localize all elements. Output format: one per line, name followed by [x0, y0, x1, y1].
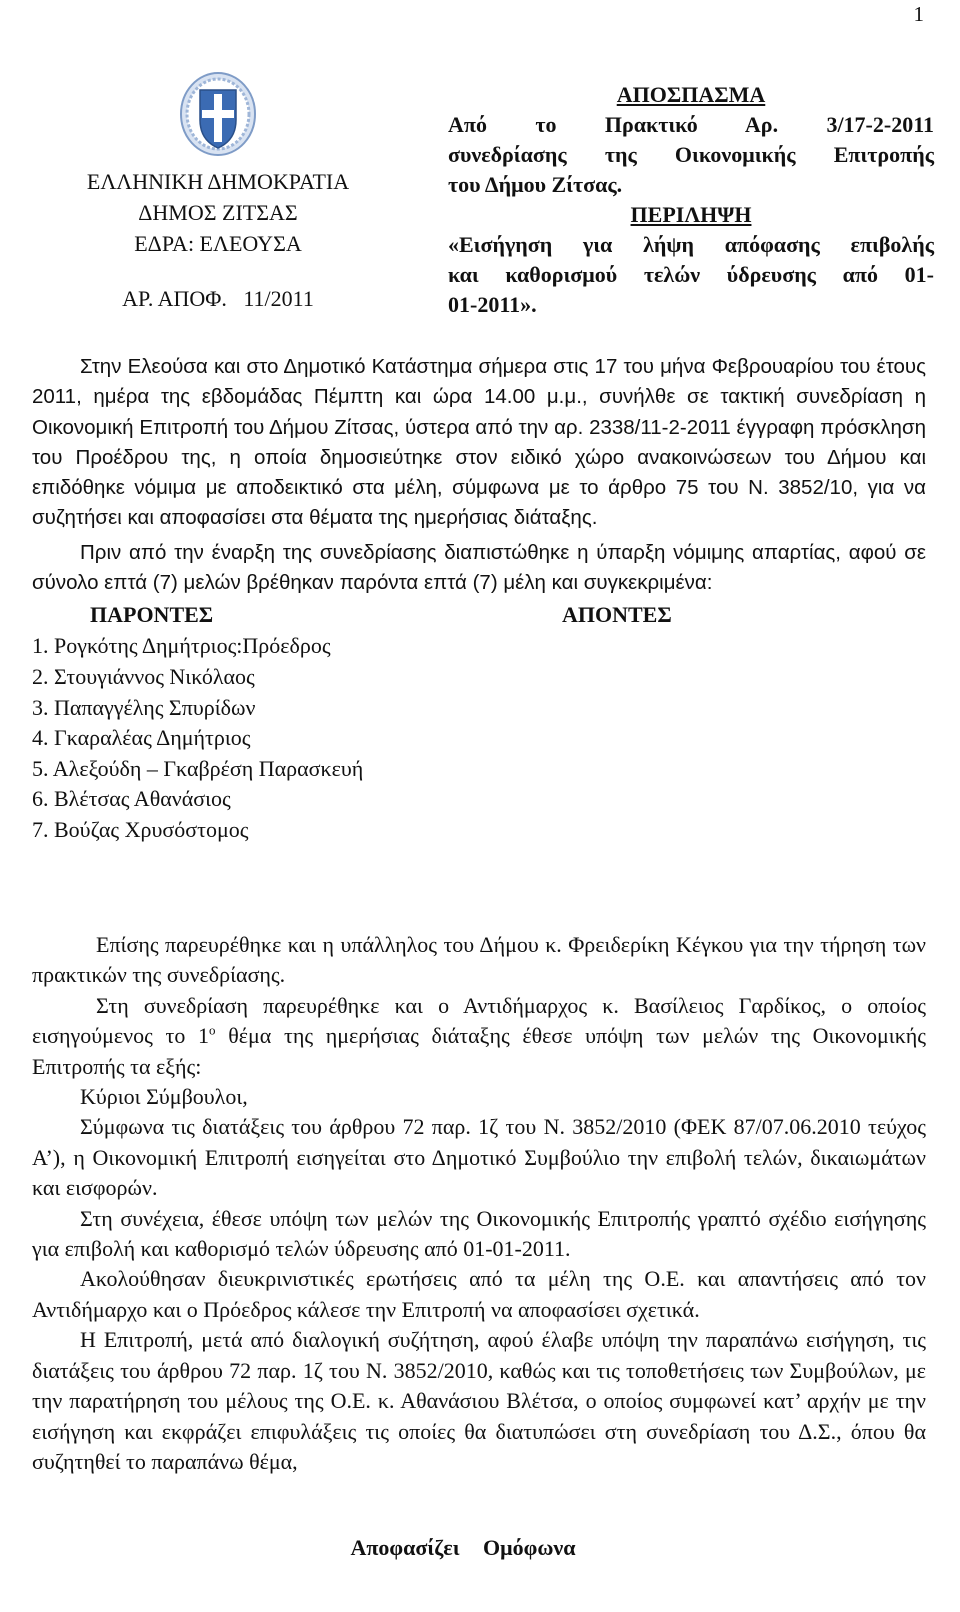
member-item: 1. Ρογκότης Δημήτριος:Πρόεδρος	[32, 633, 331, 659]
summary-line-2: και καθορισμού τελών ύδρευσης από 01-	[448, 262, 934, 287]
salutation: Κύριοι Σύμβουλοι,	[80, 1084, 248, 1110]
decision-number: ΑΡ. ΑΠΟΦ. 11/2011	[122, 286, 314, 311]
page-number: 1	[913, 2, 924, 26]
attendance-header	[32, 600, 926, 631]
seat-name: ΕΔΡΑ: ΕΛΕΟΥΣΑ	[134, 231, 302, 256]
members-list	[32, 631, 926, 845]
issuer-block	[0, 70, 436, 314]
ordinal-superscript: ο	[209, 1022, 216, 1038]
decision-heading: Αποφασίζει Ομόφωνα	[350, 1535, 576, 1560]
member-item: 6. Βλέτσας Αθανάσιος	[32, 786, 231, 812]
body-paragraph-4: Στη συνέχεια, έθεσε υπόψη των μελών της Οικονομικής Επιτροπής γραπτό σχέδιο εισήγησης για επιβολή και καθορισμό τελών ύδρευσης από 01-01-2011.	[32, 1205, 926, 1262]
intro-paragraph-1: Στην Ελεούσα και στο Δημοτικό Κατάστημα σήμερα στις 17 του μήνα Φεβρουαρίου του έτους 2011, ημέρα της εβδομάδας Πέμπτη και ώρα 14.00 μ.μ., συνήλθε σε τακτική συνεδρίαση η Οικονομική Επιτροπή του Δήμου Ζίτσας, ύστερα από την αρ. 2338/11-2-2011 έγγραφη πρόσκληση του Προέδρου της, η οποία δημοσιεύτηκε στον ειδικό χώρο ανακοινώσεων του Δήμου και επιδόθηκε νόμιμα με αποδεικτικό στα μέλη, σύμφωνα με το άρθρο 75 του Ν. 3852/10, για να συζητήσει και αποφασίσει στα θέματα της ημερήσιας διάταξης.	[32, 355, 926, 530]
summary-title: ΠΕΡΙΛΗΨΗ	[630, 202, 752, 227]
summary-line-3: 01-2011».	[448, 292, 537, 317]
document-title: ΑΠΟΣΠΑΣΜΑ	[616, 82, 766, 107]
minutes-body	[32, 930, 926, 1477]
minutes-reference-line-2: συνεδρίασης της Οικονομικής Επιτροπής	[448, 142, 934, 167]
minutes-reference-line-3: του Δήμου Ζίτσας.	[448, 172, 623, 197]
member-item: 3. Παπαγγέλης Σπυρίδων	[32, 694, 256, 720]
body-paragraph-2	[32, 991, 926, 1082]
member-item: 2. Στουγιάννος Νικόλαος	[32, 663, 255, 689]
intro-section	[32, 352, 926, 846]
body-paragraph-2-end: θέμα της ημερήσιας διάταξης έθεσε υπόψη των μελών της Οικονομικής Επιτροπής τα εξής:	[32, 1023, 926, 1079]
summary-line-1: «Εισήγηση για λήψη απόφασης επιβολής	[448, 232, 934, 257]
member-item: 4. Γκαραλέας Δημήτριος	[32, 725, 251, 751]
greek-coat-of-arms-icon	[178, 70, 258, 156]
body-paragraph-3: Σύμφωνα τις διατάξεις του άρθρου 72 παρ. 1ζ του Ν. 3852/2010 (ΦΕΚ 87/07.06.2010 τεύχος Α’), η Οικονομική Επιτροπή εισηγείται στο Δημοτικό Συμβούλιο την επιβολή τελών, δικαιωμάτων και εισφορών.	[32, 1114, 926, 1201]
member-item: 7. Βούζας Χρυσόστομος	[32, 816, 249, 842]
minutes-reference-line-1: Από το Πρακτικό Αρ. 3/17-2-2011	[448, 112, 934, 137]
present-label: ΠΑΡΟΝΤΕΣ	[90, 602, 214, 628]
member-item: 5. Αλεξούδη – Γκαβρέση Παρασκευή	[32, 755, 364, 781]
country-name: ΕΛΛΗΝΙΚΗ ΔΗΜΟΚΡΑΤΙΑ	[86, 169, 350, 194]
body-paragraph-6: Η Επιτροπή, μετά από διαλογική συζήτηση, αφού έλαβε υπόψη την παραπάνω εισήγηση, τις διατάξεις του άρθρου 72 παρ. 1ζ του Ν. 3852/2010, καθώς και τις τοποθετήσεις των Συμβούλων, με την παρατήρηση του μέλους της Ο.Ε. κ. Αθανάσιου Βλέτσα, ο οποίος συμφωνεί κατ’ αρχήν με την εισήγηση και εκφράζει επιφυλάξεις τις οποίες θα διατυπώσει στη συνεδρίαση του Δ.Σ., όπου θα συζητηθεί το παραπάνω θέμα,	[32, 1327, 926, 1474]
body-paragraph-5: Ακολούθησαν διευκρινιστικές ερωτήσεις από τα μέλη της Ο.Ε. και απαντήσεις από τον Αντιδήμαρχο και ο Πρόεδρος κάλεσε την Επιτροπή να αποφασίσει σχετικά.	[32, 1266, 926, 1322]
body-paragraph-2-start: Στη συνεδρίαση παρευρέθηκε και ο Αντιδήμαρχος κ. Βασίλειος Γαρδίκος, ο οποίος εισηγούμενος το 1	[32, 992, 926, 1049]
absent-label: ΑΠΟΝΤΕΣ	[562, 602, 672, 628]
intro-paragraph-2: Πριν από την έναρξη της συνεδρίασης διαπιστώθηκε η ύπαρξη νόμιμης απαρτίας, αφού σε σύνολο επτά (7) μελών βρέθηκαν παρόντα επτά (7) μέλη και συγκεκριμένα:	[32, 540, 926, 595]
body-paragraph-1: Επίσης παρευρέθηκε και η υπάλληλος του Δήμου κ. Φρειδερίκη Κέγκου για την τήρηση των πρακτικών της συνεδρίασης.	[32, 932, 926, 988]
municipality-name: ΔΗΜΟΣ ΖΙΤΣΑΣ	[138, 200, 298, 225]
document-header	[448, 80, 934, 320]
